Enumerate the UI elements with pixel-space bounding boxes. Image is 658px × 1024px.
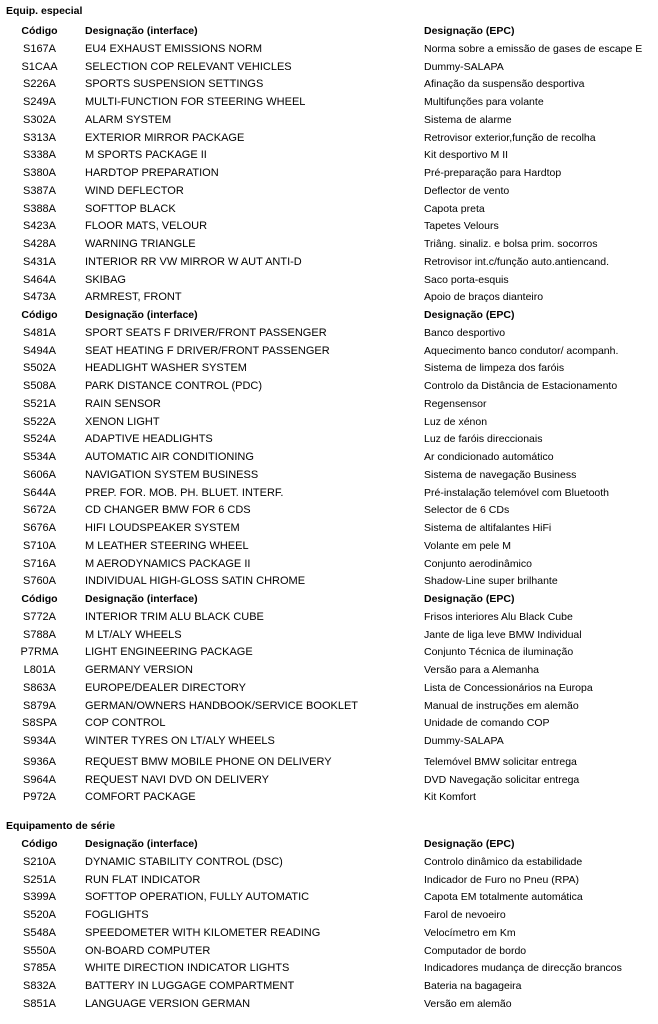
table-row — [0, 609, 658, 626]
table-row — [0, 698, 658, 715]
cell-epc: Sistema de alarme — [424, 113, 512, 126]
table-row — [0, 538, 658, 555]
table-row — [0, 502, 658, 519]
table-row — [0, 978, 658, 995]
cell-code: S302A — [22, 113, 57, 126]
cell-interface: INTERIOR RR VW MIRROR W AUT ANTI-D — [85, 255, 302, 268]
table-row — [0, 449, 658, 466]
cell-code: S934A — [22, 735, 57, 747]
cell-interface: WARNING TRIANGLE — [85, 238, 196, 250]
cell-interface: SOFTTOP BLACK — [85, 202, 176, 215]
table-row — [0, 130, 658, 147]
cell-interface: M SPORTS PACKAGE II — [85, 149, 207, 162]
cell-interface: MULTI-FUNCTION FOR STEERING WHEEL — [85, 96, 306, 108]
cell-epc: Jante de liga leve BMW Individual — [424, 628, 582, 641]
table-row — [0, 343, 658, 360]
table-row — [0, 112, 658, 129]
cell-interface: REQUEST NAVI DVD ON DELIVERY — [85, 773, 269, 786]
cell-code: S936A — [22, 755, 57, 768]
cell-interface: GERMAN/OWNERS HANDBOOK/SERVICE BOOKLET — [85, 699, 359, 712]
cell-interface: SELECTION COP RELEVANT VEHICLES — [85, 60, 292, 73]
cell-interface: ARMREST, FRONT — [85, 291, 182, 304]
cell-code: S473A — [22, 291, 57, 304]
cell-code: S380A — [22, 167, 57, 179]
cell-epc: Saco porta-esquis — [424, 273, 509, 286]
cell-epc: Dummy-SALAPA — [424, 735, 504, 747]
table-row — [0, 94, 658, 111]
cell-code: S520A — [22, 909, 57, 921]
cell-epc: Afinação da suspensão desportiva — [424, 78, 585, 91]
cell-code: S710A — [22, 539, 57, 552]
cell-code: S423A — [22, 220, 57, 233]
cell-code: S388A — [22, 202, 57, 215]
cell-epc: Pré-preparação para Hardtop — [424, 167, 562, 179]
cell-code: S313A — [22, 131, 57, 144]
table-row — [0, 378, 658, 395]
cell-code: S606A — [22, 468, 57, 481]
cell-epc: Kit desportivo M II — [424, 149, 509, 162]
header-code: Código — [21, 838, 58, 850]
table-row — [0, 715, 658, 732]
table-row — [0, 889, 658, 906]
cell-code: S760A — [22, 575, 57, 588]
cell-interface: COP CONTROL — [85, 717, 166, 730]
cell-code: S8SPA — [22, 717, 57, 730]
cell-epc: Apoio de braços dianteiro — [424, 291, 544, 304]
cell-epc: Retrovisor int.c/função auto.antiencand. — [424, 255, 610, 268]
header-epc: Designação (EPC) — [424, 309, 515, 321]
cell-interface: PREP. FOR. MOB. PH. BLUET. INTERF. — [85, 486, 284, 499]
cell-epc: Shadow-Line super brilhante — [424, 575, 558, 588]
cell-interface: NAVIGATION SYSTEM BUSINESS — [85, 468, 259, 481]
cell-code: S785A — [22, 962, 57, 975]
section-title: Equipamento de série — [6, 820, 116, 832]
cell-interface: COMFORT PACKAGE — [85, 791, 196, 804]
cell-code: S676A — [22, 522, 57, 534]
cell-interface: LIGHT ENGINEERING PACKAGE — [85, 646, 253, 659]
cell-epc: Tapetes Velours — [424, 220, 499, 233]
table-row — [0, 680, 658, 697]
table-row — [0, 76, 658, 93]
cell-interface: HEADLIGHT WASHER SYSTEM — [85, 362, 247, 375]
table-row — [0, 218, 658, 235]
cell-interface: PARK DISTANCE CONTROL (PDC) — [85, 380, 263, 392]
cell-interface: SEAT HEATING F DRIVER/FRONT PASSENGER — [85, 344, 330, 357]
table-row — [0, 59, 658, 76]
cell-interface: INTERIOR TRIM ALU BLACK CUBE — [85, 610, 264, 623]
cell-epc: Capota preta — [424, 202, 485, 215]
cell-epc: Luz de xénon — [424, 415, 488, 428]
cell-epc: Controlo da Distância de Estacionamento — [424, 380, 618, 392]
cell-epc: Capota EM totalmente automática — [424, 891, 583, 904]
cell-code: S226A — [22, 78, 57, 91]
cell-epc: Unidade de comando COP — [424, 717, 550, 730]
table-row — [0, 147, 658, 164]
table-row — [0, 467, 658, 484]
header-interface: Designação (interface) — [85, 309, 198, 321]
cell-code: S251A — [22, 873, 57, 886]
cell-epc: Dummy-SALAPA — [424, 60, 504, 73]
cell-interface: SPORTS SUSPENSION SETTINGS — [85, 78, 264, 91]
header-interface: Designação (interface) — [85, 838, 198, 850]
header-epc: Designação (EPC) — [424, 838, 515, 850]
cell-interface: EU4 EXHAUST EMISSIONS NORM — [85, 42, 263, 55]
table-row — [0, 254, 658, 271]
table-row — [0, 289, 658, 306]
cell-interface: GERMANY VERSION — [85, 664, 193, 676]
cell-code: S508A — [22, 380, 57, 392]
cell-epc: Aquecimento banco condutor/ acompanh. — [424, 344, 619, 357]
cell-interface: FOGLIGHTS — [85, 909, 149, 921]
cell-epc: Multifunções para volante — [424, 96, 544, 108]
table-row — [0, 520, 658, 537]
cell-code: S431A — [22, 255, 57, 268]
table-row — [0, 183, 658, 200]
table-row — [0, 573, 658, 590]
cell-code: S832A — [22, 980, 57, 992]
table-header — [0, 591, 658, 608]
cell-code: L801A — [23, 664, 56, 676]
table-row — [0, 854, 658, 871]
header-interface: Designação (interface) — [85, 593, 198, 605]
cell-epc: Velocímetro em Km — [424, 926, 516, 939]
cell-interface: LANGUAGE VERSION GERMAN — [85, 997, 251, 1010]
cell-interface: M AERODYNAMICS PACKAGE II — [85, 557, 251, 570]
table-row — [0, 662, 658, 679]
cell-epc: Computador de bordo — [424, 944, 527, 957]
cell-interface: EXTERIOR MIRROR PACKAGE — [85, 131, 245, 144]
cell-code: S524A — [22, 433, 57, 446]
header-code: Código — [21, 25, 58, 37]
cell-code: S550A — [22, 944, 57, 957]
cell-interface: EUROPE/DEALER DIRECTORY — [85, 681, 246, 694]
table-row — [0, 360, 658, 377]
cell-code: S548A — [22, 926, 57, 939]
cell-code: S167A — [22, 42, 57, 55]
table-row — [0, 733, 658, 750]
table-header — [0, 836, 658, 853]
cell-code: S502A — [22, 362, 57, 375]
cell-epc: Lista de Concessionários na Europa — [424, 681, 593, 694]
cell-interface: M LT/ALY WHEELS — [85, 628, 182, 641]
table-row — [0, 754, 658, 771]
cell-epc: Sistema de navegação Business — [424, 468, 577, 481]
cell-epc: Controlo dinâmico da estabilidade — [424, 855, 583, 868]
cell-code: S522A — [22, 415, 57, 428]
table-row — [0, 325, 658, 342]
cell-epc: Kit Komfort — [424, 791, 476, 804]
cell-code: S428A — [22, 238, 57, 250]
cell-interface: HARDTOP PREPARATION — [85, 167, 219, 179]
table-row — [0, 872, 658, 889]
cell-interface: WIND DEFLECTOR — [85, 184, 184, 197]
cell-interface: AUTOMATIC AIR CONDITIONING — [85, 451, 254, 463]
cell-code: S672A — [22, 504, 57, 517]
table-row — [0, 414, 658, 431]
table-row — [0, 165, 658, 182]
header-epc: Designação (EPC) — [424, 593, 515, 605]
cell-interface: HIFI LOUDSPEAKER SYSTEM — [85, 522, 240, 534]
cell-interface: ADAPTIVE HEADLIGHTS — [85, 433, 213, 446]
cell-epc: Versão para a Alemanha — [424, 664, 539, 676]
cell-code: P972A — [22, 791, 57, 804]
cell-code: S1CAA — [21, 60, 58, 73]
cell-code: S464A — [22, 273, 57, 286]
cell-epc: Frisos interiores Alu Black Cube — [424, 610, 573, 623]
cell-interface: ALARM SYSTEM — [85, 113, 172, 126]
table-row — [0, 431, 658, 448]
table-row — [0, 644, 658, 661]
table-row — [0, 960, 658, 977]
cell-code: S338A — [22, 149, 57, 162]
cell-code: S716A — [22, 557, 57, 570]
cell-epc: Conjunto aerodinâmico — [424, 557, 532, 570]
cell-code: S387A — [22, 184, 57, 197]
cell-code: S851A — [22, 997, 57, 1010]
table-row — [0, 272, 658, 289]
cell-code: S964A — [22, 773, 57, 786]
cell-epc: Retrovisor exterior,função de recolha — [424, 131, 596, 144]
cell-interface: INDIVIDUAL HIGH-GLOSS SATIN CHROME — [85, 575, 306, 588]
cell-epc: Luz de faróis direccionais — [424, 433, 543, 446]
cell-interface: REQUEST BMW MOBILE PHONE ON DELIVERY — [85, 755, 332, 768]
table-row — [0, 789, 658, 806]
cell-code: S249A — [22, 96, 57, 108]
cell-interface: SOFTTOP OPERATION, FULLY AUTOMATIC — [85, 891, 310, 904]
cell-epc: Conjunto Técnica de iluminação — [424, 646, 574, 659]
cell-code: S788A — [22, 628, 57, 641]
cell-epc: Indicadores mudança de direcção brancos — [424, 962, 622, 975]
table-row — [0, 236, 658, 253]
cell-interface: RUN FLAT INDICATOR — [85, 873, 201, 886]
cell-interface: WHITE DIRECTION INDICATOR LIGHTS — [85, 962, 290, 975]
cell-interface: SKIBAG — [85, 273, 126, 286]
cell-code: S494A — [22, 344, 57, 357]
table-row — [0, 485, 658, 502]
table-row — [0, 943, 658, 960]
cell-epc: Ar condicionado automático — [424, 451, 554, 463]
cell-interface: SPORT SEATS F DRIVER/FRONT PASSENGER — [85, 326, 327, 339]
cell-epc: Regensensor — [424, 397, 487, 410]
cell-epc: Sistema de altifalantes HiFi — [424, 522, 552, 534]
cell-code: S644A — [22, 486, 57, 499]
cell-interface: SPEEDOMETER WITH KILOMETER READING — [85, 926, 321, 939]
cell-epc: Norma sobre a emissão de gases de escape E — [424, 42, 643, 55]
cell-interface: BATTERY IN LUGGAGE COMPARTMENT — [85, 980, 295, 992]
table-row — [0, 925, 658, 942]
table-row — [0, 627, 658, 644]
cell-code: S210A — [22, 855, 57, 868]
cell-epc: Selector de 6 CDs — [424, 504, 510, 517]
cell-interface: FLOOR MATS, VELOUR — [85, 220, 208, 233]
cell-epc: Telemóvel BMW solicitar entrega — [424, 755, 577, 768]
cell-interface: M LEATHER STEERING WHEEL — [85, 539, 249, 552]
table-header — [0, 23, 658, 40]
cell-epc: Indicador de Furo no Pneu (RPA) — [424, 873, 580, 886]
header-interface: Designação (interface) — [85, 25, 198, 37]
cell-code: S534A — [22, 451, 57, 463]
cell-code: S879A — [22, 699, 57, 712]
table-row — [0, 772, 658, 789]
cell-epc: Sistema de limpeza dos faróis — [424, 362, 565, 375]
table-row — [0, 556, 658, 573]
cell-interface: ON-BOARD COMPUTER — [85, 944, 211, 957]
cell-interface: DYNAMIC STABILITY CONTROL (DSC) — [85, 855, 283, 868]
cell-code: S481A — [22, 326, 57, 339]
cell-epc: Farol de nevoeiro — [424, 909, 506, 921]
cell-epc: Pré-instalação telemóvel com Bluetooth — [424, 486, 610, 499]
table-row — [0, 41, 658, 58]
cell-interface: RAIN SENSOR — [85, 397, 161, 410]
cell-epc: DVD Navegação solicitar entrega — [424, 773, 580, 786]
cell-code: S521A — [22, 397, 57, 410]
cell-code: S863A — [22, 681, 57, 694]
header-epc: Designação (EPC) — [424, 25, 515, 37]
cell-epc: Versão em alemão — [424, 997, 512, 1010]
cell-epc: Banco desportivo — [424, 326, 506, 339]
cell-epc: Volante em pele M — [424, 539, 511, 552]
table-row — [0, 907, 658, 924]
cell-code: S772A — [22, 610, 57, 623]
table-row — [0, 201, 658, 218]
cell-epc: Bateria na bagageira — [424, 980, 522, 992]
cell-code: S399A — [22, 891, 57, 904]
cell-epc: Manual de instruções em alemão — [424, 699, 579, 712]
section-title: Equip. especial — [6, 5, 83, 17]
header-code: Código — [21, 309, 58, 321]
cell-epc: Triâng. sinaliz. e bolsa prim. socorros — [424, 238, 598, 250]
cell-interface: CD CHANGER BMW FOR 6 CDS — [85, 504, 251, 517]
cell-code: P7RMA — [20, 646, 59, 659]
table-row — [0, 996, 658, 1013]
table-row — [0, 396, 658, 413]
header-code: Código — [21, 593, 58, 605]
cell-interface: XENON LIGHT — [85, 415, 160, 428]
cell-interface: WINTER TYRES ON LT/ALY WHEELS — [85, 735, 275, 747]
cell-epc: Deflector de vento — [424, 184, 510, 197]
table-header — [0, 307, 658, 324]
